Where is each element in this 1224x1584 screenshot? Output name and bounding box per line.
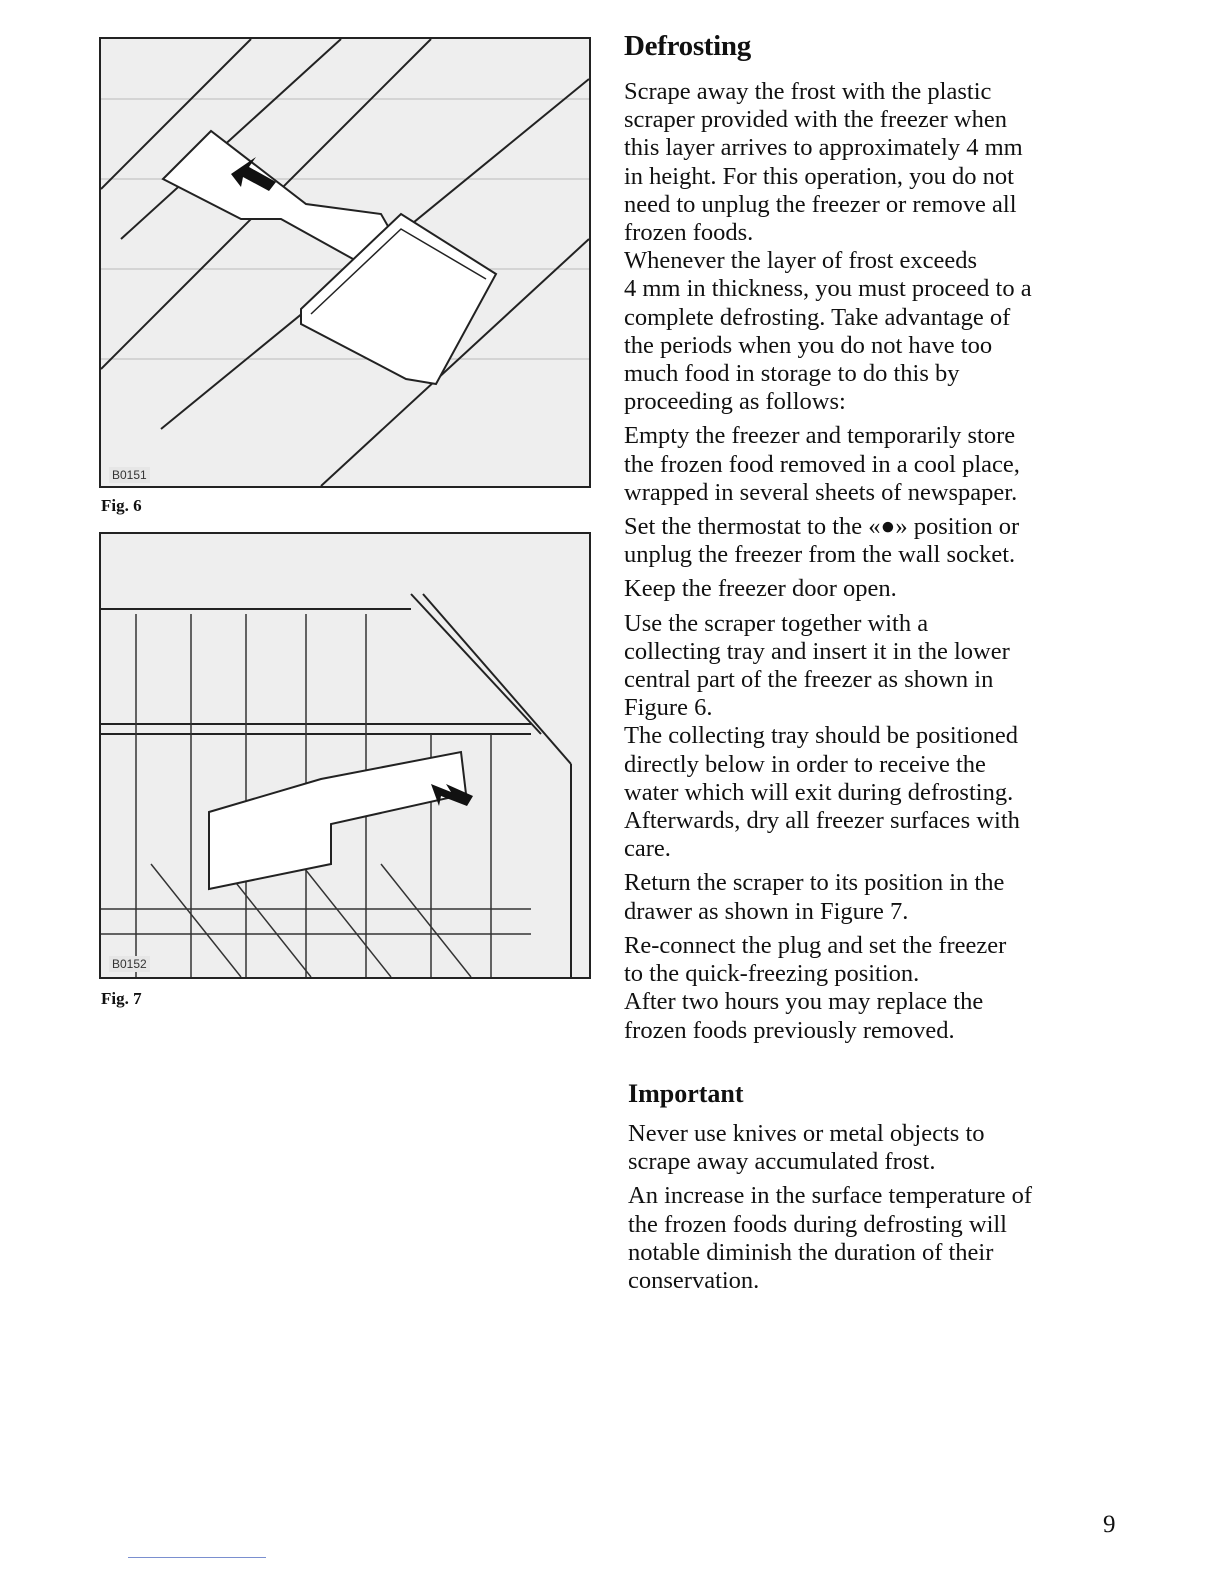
paragraph-knives: Never use knives or metal objects to scrape away accumulated frost. [628,1120,985,1176]
paragraph-reconnect: Re-connect the plug and set the freezer to the quick-freezing position. After two hours you may replace the frozen foods previously removed. [624,931,1007,1044]
figure-7-image [99,532,591,979]
important-body [628,1120,1128,1301]
figure-6-image [99,37,591,488]
paragraph-empty: Empty the freezer and temporarily store the frozen food removed in a cool place, wrapped in several sheets of newspaper. [624,422,1020,506]
scraper-and-tray-illustration [101,39,589,486]
figure-7-code: B0152 [109,956,150,972]
figure-6-caption: Fig. 6 [101,496,142,515]
paragraph-thermostat: Set the thermostat to the «●» position or unplug the freezer from the wall socket. [624,513,1020,569]
section-title: Defrosting [624,30,751,62]
figure-7-caption: Fig. 7 [101,989,142,1008]
defrosting-body [624,78,1124,1051]
important-title: Important [628,1079,744,1108]
paragraph-door: Keep the freezer door open. [624,575,897,603]
paragraph-temperature: An increase in the surface temperature of the frozen foods during defrosting will notable diminish the duration of their conservation. [628,1182,1033,1295]
paragraph-return: Return the scraper to its position in the drawer as shown in Figure 7. [624,869,1005,925]
figure-6-code: B0151 [109,467,150,483]
page-number: 9 [1103,1511,1116,1538]
wire-basket-scraper-illustration [101,534,589,977]
paragraph-scraper: Use the scraper together with a collecting tray and insert it in the lower central part of the freezer as shown in Figure 6. The collecting tray should be positioned directly below in order to receive the water which will exit during defrosting. Afterwards, dry all freezer surfaces with care. [624,609,1020,863]
footer-rule [128,1557,266,1558]
paragraph-intro: Scrape away the frost with the plastic scraper provided with the freezer when this layer arrives to approximately 4 mm in height. For this operation, you do not need to unplug the freezer or remove all frozen foods. Whenever the layer of frost exceeds 4 mm in thickness, you must proceed to a complete defrosting. Take advantage of the periods when you do not have too much food in storage to do this by proceeding as follows: [624,78,1032,416]
